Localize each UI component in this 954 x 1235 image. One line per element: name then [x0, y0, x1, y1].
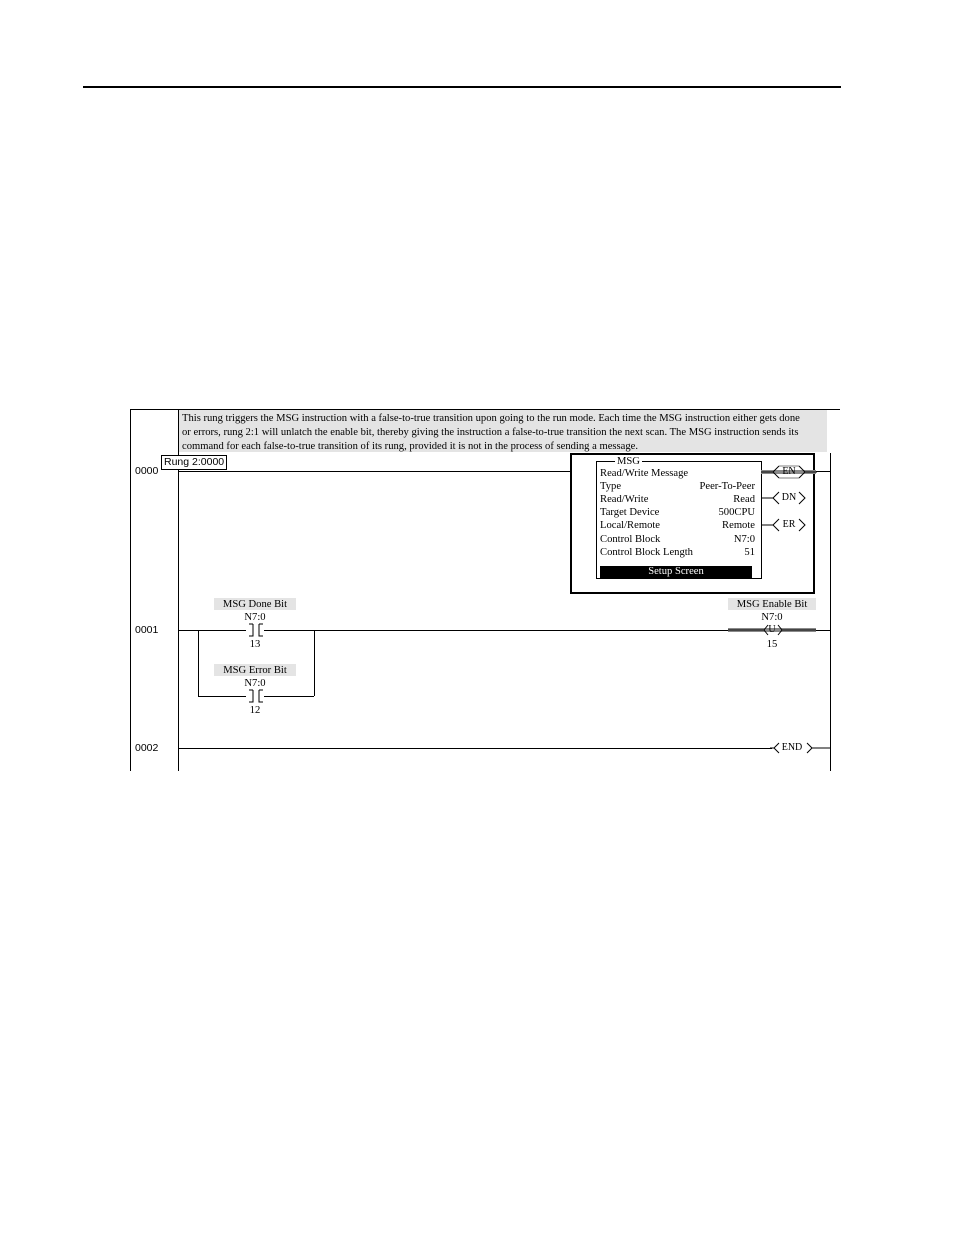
rung-0000-wire: [178, 471, 570, 472]
error-bit-address: N7:0: [244, 678, 266, 689]
msg-row-label: Control Block Length: [600, 547, 693, 558]
error-bit-tag: MSG Error Bit: [214, 664, 296, 676]
rung-number-0001[interactable]: 0001: [135, 624, 159, 636]
msg-row-value: N7:0: [733, 534, 755, 545]
msg-row-read-write: [600, 493, 755, 506]
msg-row-value: Remote: [722, 520, 755, 531]
end-label: END: [781, 742, 803, 753]
rung-number-0000[interactable]: 0000: [135, 465, 159, 477]
page-top-rule: [83, 86, 841, 88]
right-power-rail: [830, 453, 831, 771]
msg-row-control-block-length: [600, 546, 755, 559]
msg-row-label: Type: [600, 481, 622, 492]
rung-number-0002[interactable]: 0002: [135, 742, 159, 754]
enable-bit-tag: MSG Enable Bit: [728, 598, 816, 610]
error-bit-contact[interactable]: [246, 689, 266, 703]
msg-header-label: Read/Write Message: [600, 468, 689, 479]
msg-row-target-device: [600, 506, 755, 519]
comment-line: command for each false-to-true transition of its rung, provided it is not in the process of sending a message.: [182, 441, 639, 452]
branch-left-leg: [198, 630, 199, 696]
msg-row-value: 51: [744, 547, 755, 558]
setup-screen-button[interactable]: Setup Screen: [600, 566, 752, 578]
rung-0002-wire: [178, 748, 772, 749]
msg-row-label: Target Device: [600, 507, 660, 518]
msg-row-type: [600, 480, 755, 493]
msg-instruction-block[interactable]: [596, 456, 762, 579]
enable-bit-number: 15: [766, 639, 778, 650]
ladder-diagram: [130, 409, 840, 771]
dn-bit-label: DN: [781, 492, 797, 503]
msg-row-label: Read/Write: [600, 494, 649, 505]
msg-row-local-remote: [600, 519, 755, 532]
branch-wire-right: [264, 696, 314, 697]
comment-line: or errors, rung 2:1 will unlatch the enable bit, thereby giving the instruction a false-to-true transition the next scan. The MSG instruction sends its: [182, 427, 799, 438]
en-bit-label: EN: [782, 466, 796, 477]
branch-right-leg: [314, 630, 315, 696]
comment-line: This rung triggers the MSG instruction with a false-to-true transition upon going to the run mode. Each time the MSG instruction either gets done: [182, 413, 800, 424]
rung-comment: [179, 410, 827, 452]
msg-instruction-highlight[interactable]: [570, 453, 815, 594]
msg-title: MSG: [617, 456, 640, 467]
done-bit-address: N7:0: [244, 612, 266, 623]
msg-row-label: Control Block: [600, 534, 661, 545]
msg-row-value: 500CPU: [718, 507, 755, 518]
msg-header: [600, 467, 755, 480]
enable-bit-address: N7:0: [761, 612, 783, 623]
msg-row-control-block: [600, 533, 755, 546]
rung-0001-wire-right: [816, 630, 830, 631]
rung-tag[interactable]: Rung 2:0000: [161, 455, 227, 470]
msg-row-label: Local/Remote: [600, 520, 661, 531]
msg-row-value: Read: [733, 494, 755, 505]
error-bit-number: 12: [249, 705, 261, 716]
left-margin-line: [130, 409, 131, 771]
done-bit-number: 13: [249, 639, 261, 650]
rung-0001-wire-left: [178, 630, 246, 631]
msg-row-value: Peer-To-Peer: [699, 481, 755, 492]
rung-0001-wire-mid: [264, 630, 728, 631]
done-bit-tag: MSG Done Bit: [214, 598, 296, 610]
er-bit-label: ER: [782, 519, 796, 530]
branch-wire-left: [198, 696, 246, 697]
unlatch-coil-symbol: U: [768, 624, 776, 635]
done-bit-contact[interactable]: [246, 623, 266, 637]
